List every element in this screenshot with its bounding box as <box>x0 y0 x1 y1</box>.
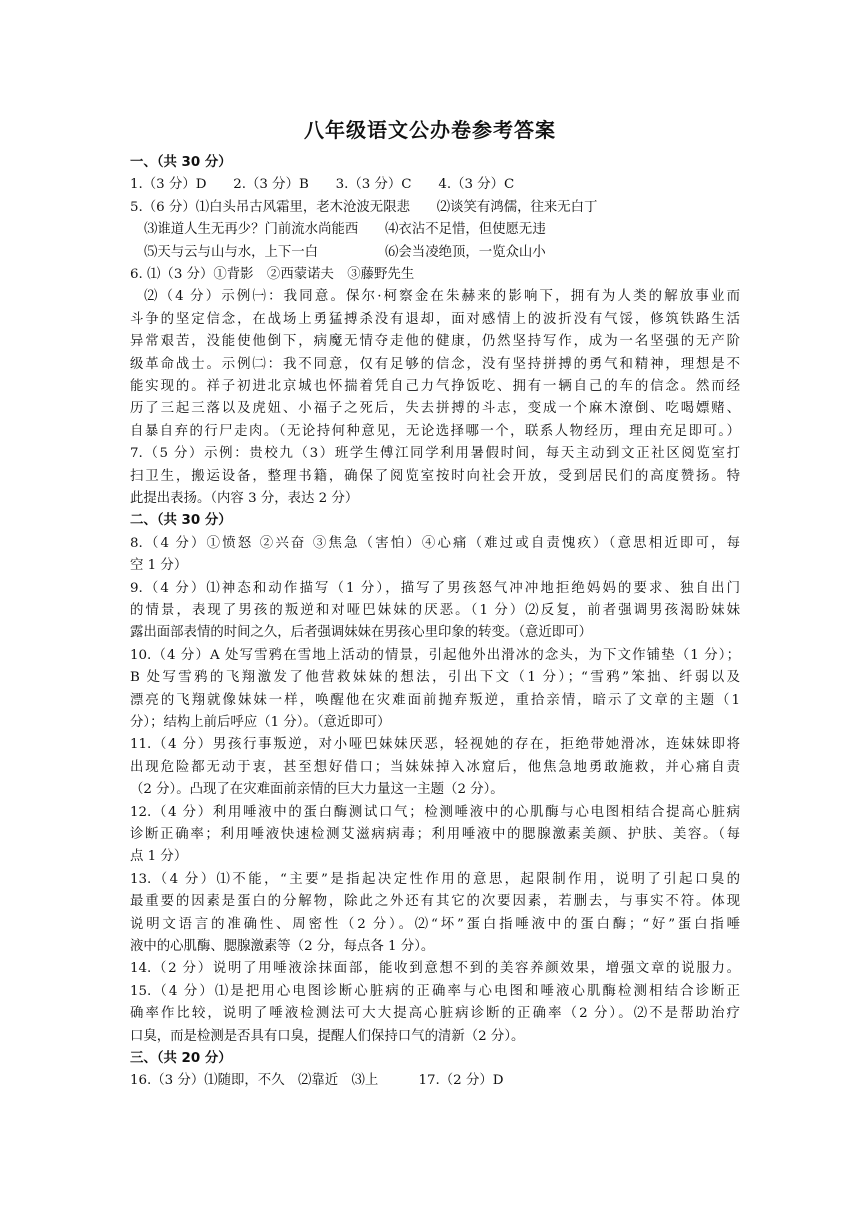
answer-line: 自暴自弃的行尸走肉。（无论持何种意见，无论选择哪一个，联系人物经历，理由充足即可。） <box>130 423 740 439</box>
answer-line: 漂亮的飞翔就像妹妹一样，唤醒他在灾难面前抛弃叛逆，重拾亲情，暗示了文章的主题（1 <box>130 692 740 708</box>
answer-line: 7.（5 分）示例：贵校九（3）班学生傅江同学利用暑假时间，每天主动到文正社区阅览室打 <box>130 446 740 462</box>
answer-line: 1.（3 分）D 2.（3 分）B 3.（3 分）C 4.（3 分）C <box>130 177 515 193</box>
answer-line: 露出面部表情的时间之久，后者强调妹妹在男孩心里印象的转变。（意近即可） <box>130 625 592 641</box>
answer-line: 能实现的。祥子初进北京城也怀揣着凭自己力气挣饭吃、拥有一辆自己的车的信念。然而经 <box>130 379 740 394</box>
answer-line: 14.（2 分）说明了用唾液涂抹面部，能收到意想不到的美容养颜效果，增强文章的说服力。 <box>130 961 740 977</box>
answer-line: 9.（4 分）⑴神态和动作描写（1 分），描写了男孩怒气冲冲地拒绝妈妈的要求、独自出门 <box>130 580 740 596</box>
answer-line: 确率作比较，说明了唾液检测法可大大提高心脏病诊断的正确率（2 分）。⑵不是帮助治疗 <box>130 1006 740 1022</box>
answer-line: ⑶谁道人生无再少？门前流水尚能西 ⑷衣沾不足惜，但使愿无违 <box>144 222 546 238</box>
answer-line: 15.（4 分）⑴是把用心电图诊断心脏病的正确率与心电图和唾液心肌酶检测相结合诊断正 <box>130 983 740 999</box>
answer-line: 点 1 分） <box>130 849 188 865</box>
answer-line: （2 分）。凸现了在灾难面前亲情的巨大力量这一主题（2 分）。 <box>130 782 504 798</box>
answer-line: 13.（4 分）⑴不能，“主要”是指起决定性作用的意思，起限制作用，说明了引起口臭的 <box>130 871 740 887</box>
answer-line: 液中的心肌酶、腮腺激素等（2 分，每点各 1 分）。 <box>130 939 435 954</box>
answer-line: B 处写雪鸦的飞翔激发了他营救妹妹的想法，引出下文（1 分）；“雪鸦”笨拙、纤弱以及 <box>130 670 740 686</box>
answer-line: 出现危险都无动于衷，甚至想好借口；当妹妹掉入冰窟后，他焦急地勇敢施救，并心痛自责 <box>130 759 740 775</box>
answer-line: 诊断正确率；利用唾液快速检测艾滋病病毒；利用唾液中的腮腺激素美颜、护肤、美容。（每 <box>130 827 740 842</box>
answer-line: 级革命战士。示例㈡：我不同意，仅有足够的信念，没有坚持拼搏的勇气和精神，理想是不 <box>130 356 740 372</box>
answer-line: 此提出表扬。（内容 3 分，表达 2 分） <box>130 491 359 506</box>
answer-line: 空 1 分） <box>130 558 188 574</box>
answer-line: 12.（4 分）利用唾液中的蛋白酶测试口气；检测唾液中的心肌酶与心电图相结合提高心脏病 <box>130 804 740 820</box>
answer-line: ⑵（4 分）示例㈠：我同意。保尔·柯察金在朱赫来的影响下，拥有为人类的解放事业而 <box>144 289 740 305</box>
section-heading: 二、（共 30 分） <box>130 513 232 529</box>
answer-line: 扫卫生，搬运设备，整理书籍，确保了阅览室按时向社会开放，受到居民们的高度赞扬。特 <box>130 468 740 484</box>
section-heading: 三、（共 20 分） <box>130 1051 232 1066</box>
answer-line: 历了三起三落以及虎妞、小福子之死后，失去拼搏的斗志，变成一个麻木潦倒、吃喝嫖赌、 <box>130 401 740 417</box>
answer-line: 说明文语言的准确性、周密性（2 分）。⑵“坏”蛋白指唾液中的蛋白酶；“好”蛋白指唾 <box>130 916 740 932</box>
answer-line: 斗争的坚定信念，在战场上勇猛搏杀没有退却，面对感情上的波折没有气馁，修筑铁路生活 <box>130 311 740 327</box>
section-heading: 一、（共 30 分） <box>130 155 232 170</box>
answer-line: 口臭，而是检测是否具有口臭，提醒人们保持口气的清新（2 分）。 <box>130 1028 525 1044</box>
answer-line: 11.（4 分）男孩行事叛逆，对小哑巴妹妹厌恶，轻视她的存在，拒绝带她滑冰，连妹妹即将 <box>130 737 740 753</box>
answer-line: 异常艰苦，没能使他倒下，病魔无情夺走他的健康，仍然坚持写作，成为一名坚强的无产阶 <box>130 334 740 350</box>
answer-line: ⑸天与云与山与水，上下一白 ⑹会当凌绝顶，一览众山小 <box>144 244 546 260</box>
answer-line: 最重要的因素是蛋白的分解物，除此之外还有其它的次要因素，若删去，与事实不符。体现 <box>130 894 740 910</box>
page-title: 八年级语文公办卷参考答案 <box>304 118 556 142</box>
answer-line: 5.（6 分）⑴白头吊古风霜里，老木沧波无限悲 ⑵谈笑有鸿儒，往来无白丁 <box>130 199 598 215</box>
answer-line: 16.（3 分）⑴随即，不久 ⑵靠近 ⑶上 17.（2 分）D <box>130 1073 504 1089</box>
answer-line: 8.（4 分）①愤怒 ②兴奋 ③焦急（害怕）④心痛（难过或自责愧疚）（意思相近即可，每 <box>130 535 740 551</box>
answer-line: 10.（4 分）A 处写雪鸦在雪地上活动的情景，引起他外出滑冰的念头，为下文作铺垫（1 分）； <box>130 647 740 663</box>
answer-line: 6. ⑴（3 分）①背影 ②西蒙诺夫 ③藤野先生 <box>130 267 415 282</box>
answer-line: 分）；结构上前后呼应（1 分）。（意近即可） <box>130 715 391 730</box>
answer-line: 的情景，表现了男孩的叛逆和对哑巴妹妹的厌恶。（1 分）⑵反复，前者强调男孩渴盼妹妹 <box>130 603 740 618</box>
